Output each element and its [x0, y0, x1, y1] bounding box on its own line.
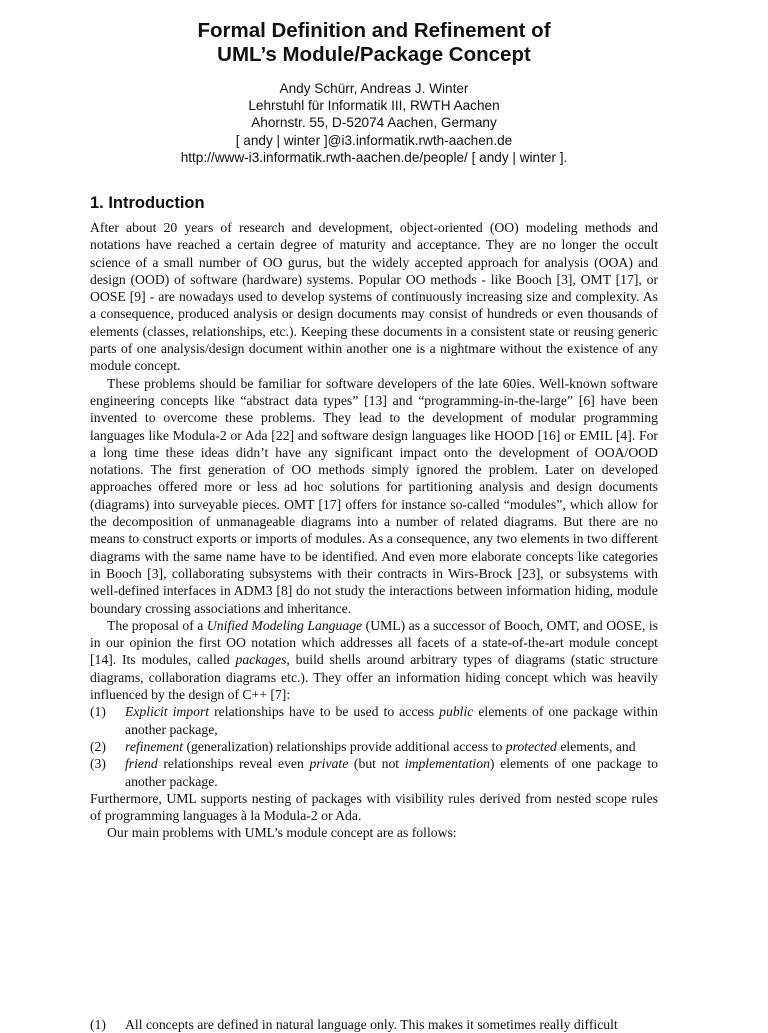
list-item-number: (1): [90, 704, 106, 720]
list-item-text: [125, 755, 658, 790]
author-names: Andy Schürr, Andreas J. Winter: [279, 81, 469, 96]
section-body: [90, 219, 658, 842]
list-item-3-text-1: relationships reveal even: [157, 756, 310, 772]
paper-title: [90, 19, 658, 67]
friend-term: friend: [125, 756, 158, 772]
uml-term: Unified Modeling Language: [206, 617, 363, 633]
section-heading-introduction: 1. Introduction: [90, 194, 205, 212]
cut-off-item-number: (1): [90, 1017, 106, 1032]
packages-term: packages: [235, 652, 287, 668]
paragraph-3-text-3: , build shells around arbitrary types of diagrams (static structure diagrams, collaboration diagrams etc.). They offer an information hiding concept which was heavily influenced by the design of C++ [7]:: [90, 652, 658, 703]
author-url: http://www-i3.informatik.rwth-aachen.de/people/ [ andy | winter ].: [180, 149, 568, 165]
list-item-text: [125, 703, 658, 738]
author-block: [90, 80, 658, 166]
paragraph-3-text-1: The proposal of a: [107, 617, 207, 633]
list-item-text: [125, 738, 658, 755]
public-term: public: [439, 704, 474, 720]
title-line-2: UML’s Module/Package Concept: [217, 43, 531, 66]
refinement-term: refinement: [125, 738, 184, 754]
list-item-2-text-1: (generalization) relationships provide additional access to: [183, 738, 506, 754]
paragraph-1: After about 20 years of research and development, object-oriented (OO) modeling methods and notations have reached a certain degree of maturity and acceptance. They are no longer the occult science of a small number of OO gurus, but the widely accepted approach for analysis (OOA) and design (OOD) of software (hardware) systems. Popular OO methods - like Booch [3], OMT [17], or OOSE [9] - are nowadays used to develop systems of continuously increasing size and complexity. As a consequence, produced analysis or design documents may consist of hundreds or even thousands of elements (classes, relationships, etc.). Keeping these documents in a consistent state or reusing generic parts of one analysis/design document within another one is a nightmare without the existence of any module concept.: [90, 220, 658, 374]
access-rules-list: [90, 703, 658, 789]
list-item: [90, 738, 658, 755]
list-item-3-text-3: ) elements of one package to another package.: [125, 756, 658, 789]
list-item: [90, 755, 658, 790]
explicit-import-term: Explicit import: [125, 704, 210, 720]
author-email: [ andy | winter ]@i3.informatik.rwth-aachen.de: [235, 132, 513, 148]
list-item-number: (2): [90, 738, 106, 754]
author-affiliation: Lehrstuhl für Informatik III, RWTH Aachen: [248, 98, 500, 114]
cut-off-item-text: All concepts are defined in natural language only. This makes it sometimes really difficult: [125, 1017, 618, 1032]
author-address: Ahornstr. 55, D-52074 Aachen, Germany: [251, 115, 497, 131]
implementation-term: implementation: [404, 756, 490, 772]
paragraph-4: Furthermore, UML supports nesting of packages with visibility rules derived from nested scope rules of programming languages à la Modula-2 or Ada.: [90, 790, 658, 824]
list-item-1-text-2: elements of one package within another package,: [125, 704, 658, 737]
list-item-3-text-2: (but not: [348, 756, 405, 772]
paragraph-2: These problems should be familiar for software developers of the late 60ies. Well-known software engineering concepts like “abstract data types” [13] and “programming-in-the-large” [6] have been invented to overcome these problems. They lead to the development of modular programming languages like Modula-2 or Ada [22] and software design languages like HOOD [16] or EMIL [4]. For a long time these ideas didn’t have any significant impact onto the development of OOA/OOD notations. The first generation of OO methods simply ignored the problem. Later on developed approaches offered more or less ad hoc solutions for partitioning analysis and design documents (diagrams) into surveyable pieces. OMT [17] offers for instance so-called “modules”, which allow for the decomposition of unmanageable diagrams into a number of related diagrams. But there are no means to construct exports or imports of modules. As a consequence, any two elements in two different diagrams with the same name have to be identified. And even more elaborate concepts like categories in Booch [3], collaborating subsystems with their contracts in Wirs-Brock [23], or subsystems with well-defined interfaces in ADM3 [8] do not study the interactions between information hiding, module boundary crossing associations and inheritance.: [90, 375, 658, 616]
cut-off-list-item: [90, 1016, 658, 1033]
paragraph-3-text-2: (UML) as a successor of Booch, OMT, and OOSE, is in our opinion the first OO notation which addresses all facets of a state-of-the-art module concept [14]. Its modules, called: [90, 617, 658, 668]
title-line-1: Formal Definition and Refinement of: [197, 19, 551, 42]
private-term: private: [309, 756, 349, 772]
list-item-1-text-1: relationships have to be used to access: [209, 704, 440, 720]
paragraph-5: Our main problems with UML’s module concept are as follows:: [107, 825, 457, 841]
list-item: [90, 703, 658, 738]
list-item-2-text-2: elements, and: [556, 738, 636, 754]
paragraph-3: [90, 617, 658, 703]
list-item-number: (3): [90, 756, 106, 772]
protected-term: protected: [505, 738, 557, 754]
